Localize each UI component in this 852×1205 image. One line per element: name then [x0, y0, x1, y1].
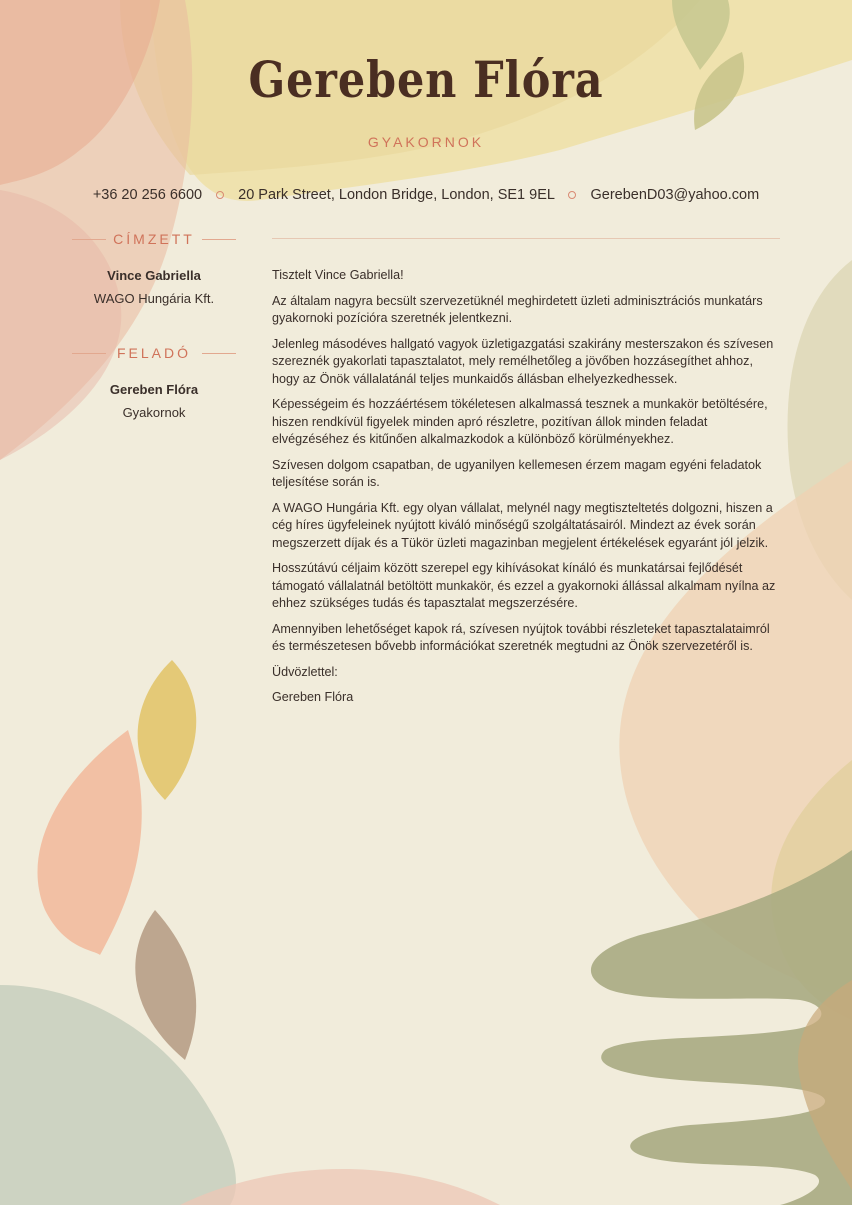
address: 20 Park Street, London Bridge, London, SE1 9EL: [238, 187, 555, 203]
letter-paragraph: A WAGO Hungária Kft. egy olyan vállalat, melynél nagy megtiszteltetés dolgozni, hiszen a cég híres ügyfeleinek nyújtott kiváló minőségű szolgáltatásairól. Mindezt az évek során megszerzett díjak és a Tükör üzleti magazinban megjelent értékelések egyaránt jól jelzik.: [272, 500, 773, 550]
email: GerebenD03@yahoo.com: [590, 187, 760, 203]
recipient-company: WAGO Hungária Kft.: [93, 291, 215, 306]
sender-name: Gereben Flóra: [109, 382, 199, 397]
letter-paragraph: Amennyiben lehetőséget kapok rá, szívesen nyújtok további részleteket tapasztalataimról és természetesen bővebb információkat szeretnék megtudni az Önök szervezetéről is.: [272, 621, 770, 653]
phone: +36 20 256 6600: [92, 187, 203, 203]
sender-title: Gyakornok: [122, 405, 186, 420]
separator-dot-icon: [216, 191, 224, 199]
contact-line: [0, 187, 852, 203]
salutation: Tisztelt Vince Gabriella!: [272, 268, 404, 282]
recipient-name: Vince Gabriella: [107, 268, 201, 283]
sender-heading: FELADÓ: [72, 345, 236, 361]
applicant-name: Gereben Flóra: [248, 50, 604, 109]
recipient-heading: CÍMZETT: [72, 231, 236, 247]
closing: Üdvözlettel:: [272, 664, 338, 679]
letter-paragraph: Képességeim és hozzáértésem tökéletesen alkalmassá tesznek a munkakör betöltésére, hiszen rendkívül figyelek minden apró részletre, pozitívan állok minden feladat elvégzéséhez és kitűnően alkalmazkodok a különböző körülményekhez.: [272, 397, 768, 446]
letter-body: [272, 267, 782, 715]
letter-paragraph: Hosszútávú céljaim között szerepel egy kihívásokat kínáló és munkatársai fejlődését támogató vállalatnál betöltött munkakör, és ezzel a gyakornoki állással alkalmam nyílna az ehhez szükséges tudás és tapasztalat megszerzésére.: [272, 561, 776, 610]
separator-dot-icon: [568, 191, 576, 199]
letter-paragraph: Az általam nagyra becsült szervezetüknél meghirdetett üzleti adminisztrációs munkatárs gyakornoki pozícióra szeretnék jelentkezni.: [272, 293, 763, 325]
signature-name: Gereben Flóra: [272, 690, 354, 704]
letter-paragraph: Jelenleg másodéves hallgató vagyok üzletigazgatási szakirány mesterszakon és szívesen szereznék gyakorlati tapasztalatot, mely remélhetőleg a jövőben hozzásegíthet ahhoz, hogy az Önök vállalatánál teljes munkaidős állásban elhelyezkedhessek.: [272, 336, 774, 386]
divider: [272, 238, 780, 239]
applicant-role: GYAKORNOK: [367, 134, 485, 150]
letter-paragraph: Szívesen dolgom csapatban, de ugyanilyen kellemesen érzem magam egyéni feladatok teljesítése során is.: [272, 457, 762, 489]
